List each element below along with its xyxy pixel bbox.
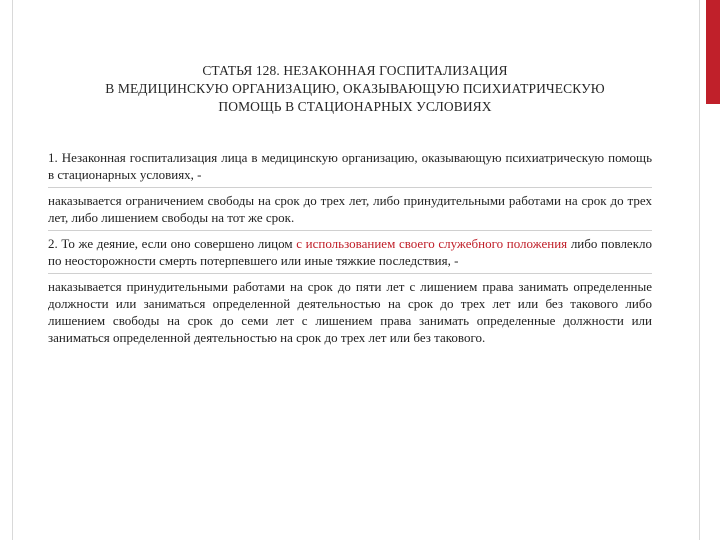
paragraph-3-highlight: с использованием своего служебного положения: [296, 236, 568, 251]
right-frame-line: [699, 0, 700, 540]
title-line-2: В МЕДИЦИНСКУЮ ОРГАНИЗАЦИЮ, ОКАЗЫВАЮЩУЮ ПСИХИАТРИЧЕСКУЮ: [105, 81, 605, 96]
left-frame-line: [12, 0, 13, 540]
title-line-1: СТАТЬЯ 128. НЕЗАКОННАЯ ГОСПИТАЛИЗАЦИЯ: [202, 63, 508, 78]
red-accent-bar: [706, 0, 720, 104]
title-line-3: ПОМОЩЬ В СТАЦИОНАРНЫХ УСЛОВИЯХ: [218, 99, 492, 114]
paragraph-3-end: либо повлекло по неосторожности смерть потерпевшего или иные тяжкие последствия, -: [48, 236, 653, 268]
paragraph-3: [48, 235, 652, 274]
slide-title: [40, 62, 670, 116]
paragraph-3-start: 2. То же деяние, если оно совершено лицом: [48, 236, 297, 251]
paragraph-4: наказывается принудительными работами на срок до пяти лет с лишением права занимать определенные должности или заниматься определенной деятельностью на срок до трех лет или без такового либо лишением свободы на срок до семи лет с лишением права занимать определенные должности или заниматься определенной деятельностью на срок до трех лет или без такового.: [48, 279, 652, 345]
paragraph-2: наказывается ограничением свободы на срок до трех лет, либо принудительными работами на срок до трех лет, либо лишением свободы на тот же срок.: [48, 192, 652, 231]
paragraph-1: 1. Незаконная госпитализация лица в медицинскую организацию, оказывающую психиатрическую помощь в стационарных условиях, -: [48, 149, 652, 188]
article-body: [48, 149, 652, 350]
